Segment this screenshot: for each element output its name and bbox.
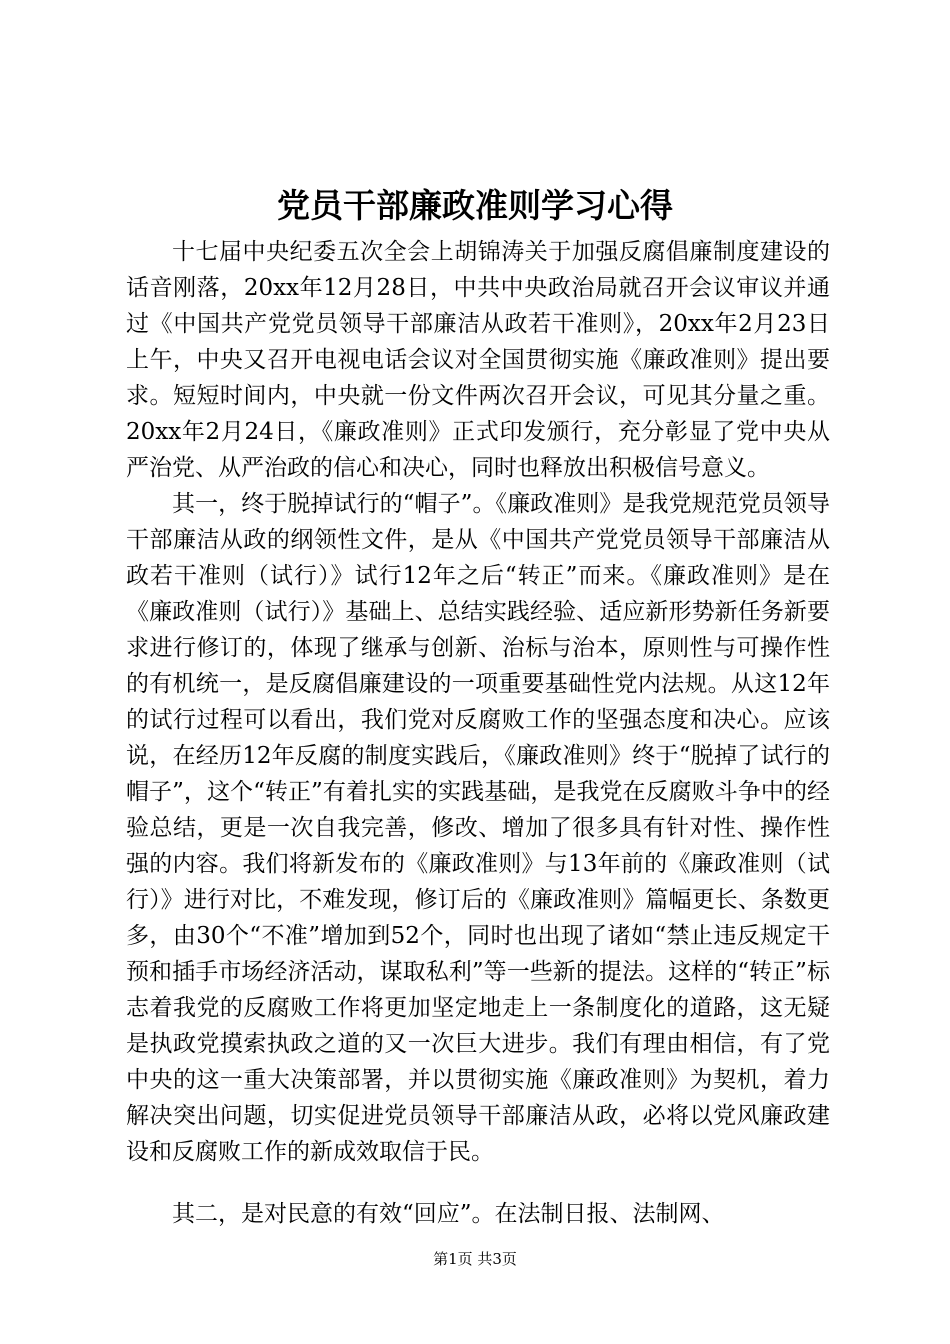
document-body xyxy=(126,234,830,1232)
page-number-footer: 第1页 共3页 xyxy=(433,1250,517,1268)
paragraph-point-one: 其一，终于脱掉试行的“帽子”。《廉政准则》是我党规范党员领导干部廉洁从政的纲领性文件，是从《中国共产党党员领导干部廉洁从政若干准则（试行）》试行12年之后“转正”而来。《廉政准则》是在《廉政准则（试行）》基础上、总结实践经验、适应新形势新任务新要求进行修订的，体现了继承与创新、治标与治本，原则性与可操作性的有机统一，是反腐倡廉建设的一项重要基础性党内法规。从这12年的试行过程可以看出，我们党对反腐败工作的坚强态度和决心。应该说，在经历12年反腐的制度实践后，《廉政准则》终于“脱掉了试行的帽子”，这个“转正”有着扎实的实践基础，是我党在反腐败斗争中的经验总结，更是一次自我完善，修改、增加了很多具有针对性、操作性强的内容。我们将新发布的《廉政准则》与13年前的《廉政准则（试行）》进行对比，不难发现，修订后的《廉政准则》篇幅更长、条数更多，由30个“不准”增加到52个，同时也出现了诸如“禁止违反规定干预和插手市场经济活动，谋取私利”等一些新的提法。这样的“转正”标志着我党的反腐败工作将更加坚定地走上一条制度化的道路，这无疑是执政党摸索执政之道的又一次巨大进步。我们有理由相信，有了党中央的这一重大决策部署，并以贯彻实施《廉政准则》为契机，着力解决突出问题，切实促进党员领导干部廉洁从政，必将以党风廉政建设和反腐败工作的新成效取信于民。 xyxy=(126,491,830,1165)
paragraph-point-two: 其二，是对民意的有效“回应”。在法制日报、法制网、 xyxy=(172,1201,725,1227)
document-title: 党员干部廉政准则学习心得 xyxy=(277,186,673,225)
paragraph-intro: 十七届中央纪委五次全会上胡锦涛关于加强反腐倡廉制度建设的话音刚落，20xx年12月28日，中共中央政治局就召开会议审议并通过《中国共产党党员领导干部廉洁从政若干准则》，20xx年2月23日上午，中央又召开电视电话会议对全国贯彻实施《廉政准则》提出要求。短短时间内，中央就一份文件两次召开会议，可见其分量之重。20xx年2月24日，《廉政准则》正式印发颁行，充分彰显了党中央从严治党、从严治政的信心和决心，同时也释放出积极信号意义。 xyxy=(126,239,830,481)
